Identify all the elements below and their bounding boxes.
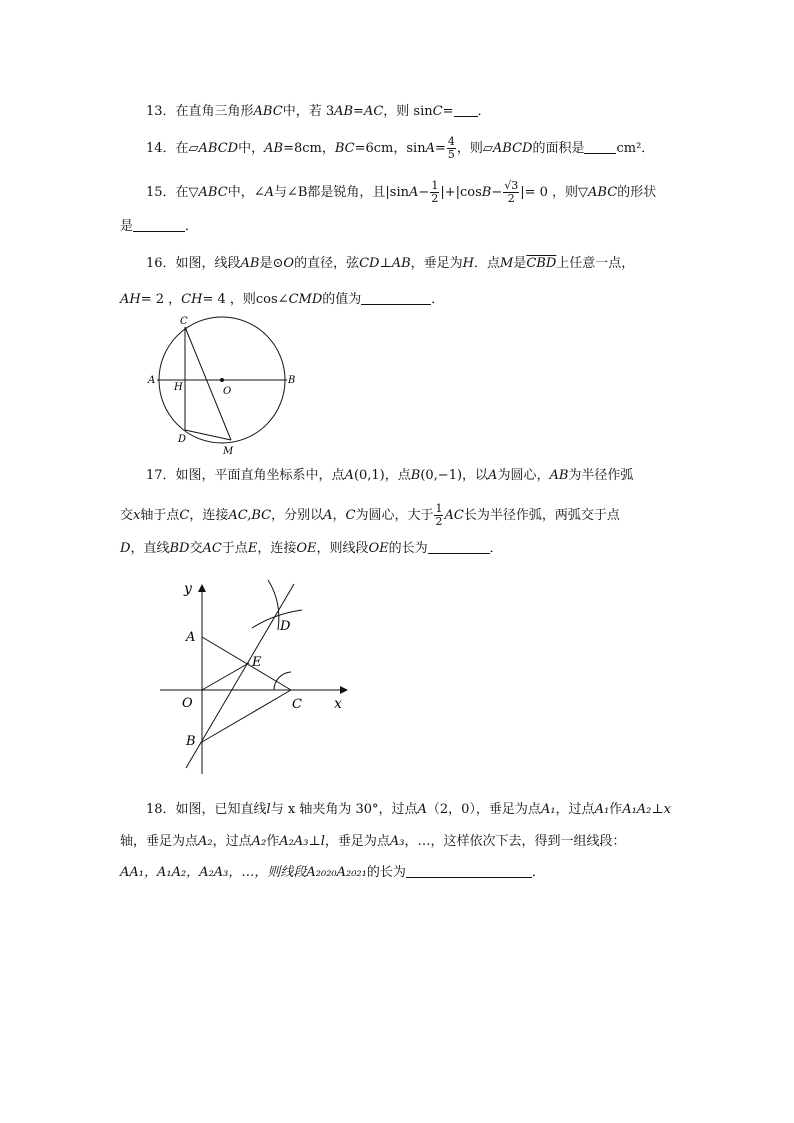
answer-blank[interactable]	[361, 291, 431, 305]
q15-den: 2	[431, 192, 439, 205]
q15-triangle: ABC	[198, 185, 228, 200]
question-15	[146, 180, 656, 205]
q18-text: 作	[266, 834, 280, 849]
q18-text: ，…，这样依次下去，得到一组线段：	[404, 834, 626, 849]
q15-text: 与∠B都是锐角，且|sin	[273, 185, 410, 200]
q16-var: M	[500, 256, 514, 271]
q15-fraction-1	[430, 180, 439, 205]
q17-text: 为圆心，	[497, 468, 550, 483]
q15-num: √3	[504, 179, 519, 192]
center-point	[220, 378, 224, 382]
circle-figure	[140, 312, 310, 462]
q18-text: ，过点	[555, 802, 595, 817]
q18-text: （2，0），垂足为点	[426, 802, 541, 817]
label-m: M	[223, 446, 234, 457]
q16-text: = 4 ，则cos∠	[202, 292, 289, 307]
q14-text: 中，	[238, 141, 265, 156]
q13-text: 中，若 3	[282, 104, 335, 119]
q16-text: 16．如图，线段	[146, 256, 241, 271]
q17-text: ，连接	[257, 541, 297, 556]
question-16	[146, 255, 634, 273]
label-b: B	[186, 734, 196, 749]
q18-segment: A₂A₃⊥	[279, 834, 321, 849]
q14-text: =8cm，	[283, 141, 335, 156]
segment-bc	[202, 690, 291, 742]
answer-blank[interactable]	[406, 864, 532, 878]
q17-segment: BD	[169, 541, 190, 556]
q14-text: 14．在▱	[146, 141, 199, 156]
question-16-cont	[120, 291, 444, 309]
q15-den: 2	[507, 192, 515, 205]
q13-text: =	[442, 104, 454, 119]
question-14	[146, 136, 654, 161]
q18-text: ，过点	[212, 834, 252, 849]
arc-2	[268, 580, 279, 630]
question-17-cont2	[120, 540, 503, 558]
q17-text: 轴于点	[140, 508, 180, 523]
q16-var: O	[283, 256, 295, 271]
q14-shape: ABCD	[198, 141, 239, 156]
segment-cm	[185, 327, 231, 440]
question-17	[146, 467, 633, 485]
q17-text: 17．如图，平面直角坐标系中，点	[146, 468, 345, 483]
q18-var: A	[417, 802, 427, 817]
q15-text: 是	[120, 219, 134, 234]
q17-text: ，则线段	[316, 541, 369, 556]
q18-var: A₂	[198, 834, 213, 849]
q18-var: l	[266, 802, 271, 817]
q17-segment: OE	[296, 541, 317, 556]
q18-text: ．	[531, 865, 545, 880]
q16-text: 是	[513, 256, 527, 271]
q17-text: 为半径作弧	[568, 468, 634, 483]
q16-var: H	[462, 256, 475, 271]
q16-text: 上任意一点，	[556, 256, 635, 271]
q18-text: 18．如图，已知直线	[146, 802, 267, 817]
q15-text: 15．在▽	[146, 185, 199, 200]
question-15-cont	[120, 218, 198, 236]
q15-num: 1	[431, 179, 439, 192]
q15-text: 的形状	[617, 185, 657, 200]
label-c: C	[292, 697, 302, 712]
q18-text: 与 x 轴夹角为 30°，过点	[270, 802, 418, 817]
q18-segment: A₂₀₂₀A₂₀₂₁	[306, 865, 367, 880]
q13-text: ．	[477, 104, 491, 119]
q16-segment: CD	[359, 256, 380, 271]
label-o: O	[223, 386, 232, 397]
q17-text: 为圆心，大于	[355, 508, 434, 523]
q17-text: ，	[332, 508, 346, 523]
label-e: E	[252, 655, 262, 670]
q16-text: 的值为	[322, 292, 362, 307]
q15-text: |+|cos	[440, 185, 482, 200]
q17-var: A	[344, 468, 354, 483]
q18-var: A₂	[251, 834, 267, 849]
q15-triangle: ABC	[588, 185, 618, 200]
q14-shape: ABCD	[492, 141, 533, 156]
q17-segment: AC	[444, 508, 464, 523]
q15-text: −	[491, 185, 503, 200]
q17-var: C	[179, 508, 190, 523]
q14-segment: BC	[334, 141, 355, 156]
arc-c	[274, 672, 291, 690]
label-o: O	[182, 696, 193, 711]
q13-var: C	[432, 104, 443, 119]
q18-text: 轴，垂足为点	[120, 834, 199, 849]
q17-var: x	[133, 508, 141, 523]
q15-fraction-2	[503, 180, 519, 205]
q18-text: AA₁，A₁A₂，A₂A₃，…，则线段	[120, 865, 307, 880]
q17-text: ．	[489, 541, 503, 556]
segment-oe	[202, 663, 249, 690]
q17-segment: OE	[368, 541, 389, 556]
q18-var: l	[320, 834, 325, 849]
coordinate-figure	[150, 572, 360, 782]
q16-text: = 2 ，	[140, 292, 182, 307]
q17-num: 1	[435, 502, 443, 515]
q17-segment: AB	[549, 468, 569, 483]
q15-text: |= 0 ，则▽	[520, 185, 589, 200]
q15-text: ．	[185, 219, 199, 234]
q14-var: A	[425, 141, 435, 156]
q18-var: A₃	[389, 834, 405, 849]
q17-text: ，分别以	[271, 508, 324, 523]
q13-segment: AB	[334, 104, 354, 119]
q17-text: 交	[120, 508, 134, 523]
q17-segment: AC	[202, 541, 222, 556]
question-18-cont	[120, 833, 626, 851]
question-13	[146, 103, 491, 121]
q16-text: ．点	[474, 256, 501, 271]
q17-var: A	[323, 508, 333, 523]
answer-blank[interactable]	[454, 103, 478, 117]
q17-text: 长为半径作弧，两弧交于点	[463, 508, 620, 523]
label-c: C	[180, 316, 188, 327]
q14-fraction	[447, 136, 456, 161]
q17-var: C	[345, 508, 356, 523]
q18-var: A₁	[594, 802, 610, 817]
q18-text: 作	[609, 802, 623, 817]
q17-fraction	[434, 503, 443, 528]
q17-text: (0,−1)，以	[420, 468, 489, 483]
q14-text: ，则▱	[456, 141, 493, 156]
label-y: y	[184, 581, 192, 597]
question-18-cont2	[120, 864, 545, 882]
q16-text: 的直径，弦	[294, 256, 360, 271]
q13-text: =	[353, 104, 364, 119]
q16-text: ．	[431, 292, 445, 307]
q16-angle: CMD	[288, 292, 323, 307]
q15-text: −	[418, 185, 430, 200]
q17-text: ，连接	[189, 508, 229, 523]
label-x: x	[334, 696, 342, 712]
answer-blank[interactable]	[428, 540, 490, 554]
q17-text: 交	[189, 541, 203, 556]
q17-text: 的长为	[388, 541, 428, 556]
q18-segment: A₁A₂⊥x	[622, 802, 671, 817]
label-a: A	[186, 630, 196, 645]
q15-var: B	[481, 185, 492, 200]
q14-segment: AB	[264, 141, 284, 156]
q14-text: 的面积是	[532, 141, 585, 156]
answer-blank[interactable]	[584, 140, 616, 154]
q17-var: D	[120, 541, 131, 556]
q16-segment: AH	[120, 292, 141, 307]
label-d: D	[178, 434, 187, 445]
question-18	[146, 801, 671, 819]
q16-text: 是⊙	[259, 256, 284, 271]
label-h: H	[174, 382, 183, 393]
q16-segment: AB	[391, 256, 411, 271]
q16-segment: CH	[181, 292, 203, 307]
q17-den: 2	[435, 515, 443, 528]
question-17-cont	[120, 503, 620, 528]
q17-text: ，直线	[130, 541, 170, 556]
q13-text: 13．在直角三角形	[146, 104, 254, 119]
q13-segment: AC	[363, 104, 384, 119]
q13-text: ，则 sin	[383, 104, 433, 119]
q17-text: (0,1)，点	[353, 468, 411, 483]
label-b: B	[288, 375, 296, 386]
q16-text: ⊥	[379, 256, 392, 271]
q14-den: 5	[447, 148, 455, 161]
answer-blank[interactable]	[133, 218, 185, 232]
q16-text: ，垂足为	[410, 256, 463, 271]
q17-var: B	[410, 468, 421, 483]
q15-text: 中，∠	[227, 185, 265, 200]
label-a: A	[148, 375, 156, 386]
q14-num: 4	[447, 135, 455, 148]
label-d: D	[280, 619, 291, 634]
q14-text: =6cm，sin	[354, 141, 426, 156]
q17-var: E	[247, 541, 258, 556]
q14-text: cm²．	[616, 141, 655, 156]
q13-triangle: ABC	[253, 104, 283, 119]
q18-text: ，垂足为点	[324, 834, 390, 849]
q14-text: =	[434, 141, 446, 156]
q15-var: A	[264, 185, 274, 200]
q18-text: 的长为	[366, 865, 406, 880]
q17-text: 于点	[221, 541, 248, 556]
q17-segment: AC,BC	[228, 508, 272, 523]
q18-var: A₁	[540, 802, 556, 817]
q15-var: A	[409, 185, 419, 200]
q16-arc: $\overline{CBD}$	[526, 256, 557, 271]
q17-var: A	[488, 468, 498, 483]
q16-segment: AB	[240, 256, 260, 271]
